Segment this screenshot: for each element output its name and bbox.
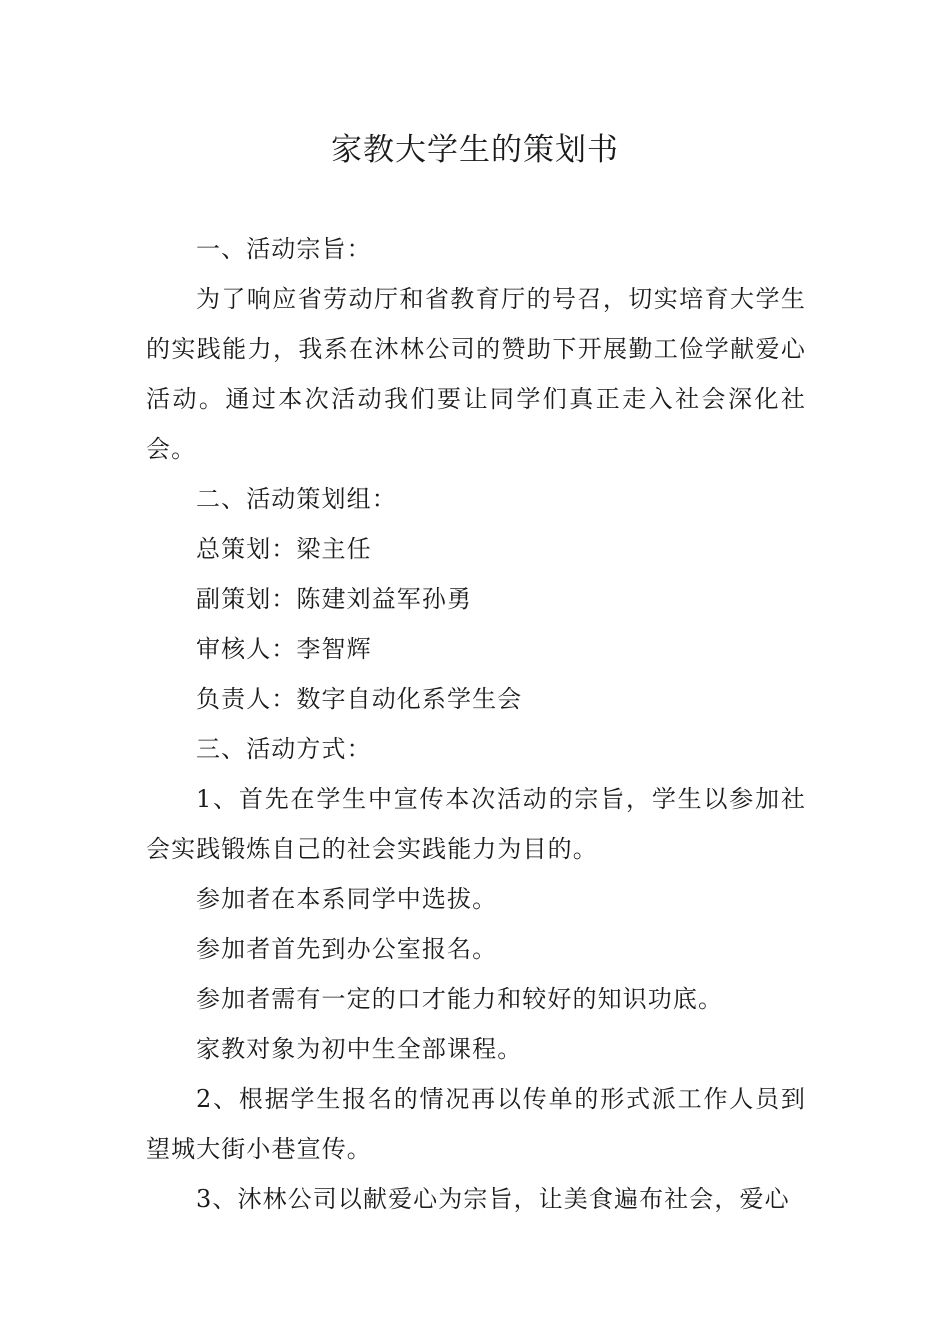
- paragraph-chief-planner: 总策划：梁主任: [196, 535, 372, 563]
- document-body: [146, 224, 806, 1224]
- paragraph-person-in-charge: 负责人：数字自动化系学生会: [196, 685, 523, 713]
- document-title: 家教大学生的策划书: [331, 132, 619, 168]
- paragraph-reviewer: 审核人：李智辉: [196, 635, 372, 663]
- paragraph-selection: 参加者在本系同学中选拔。: [196, 885, 498, 913]
- section-heading-method: 三、活动方式：: [196, 735, 372, 763]
- section-heading-planning-group: 二、活动策划组：: [196, 485, 397, 513]
- paragraph-requirements: 参加者需有一定的口才能力和较好的知识功底。: [196, 985, 724, 1013]
- paragraph-deputy-planners: 副策划：陈建刘益军孙勇: [196, 585, 473, 613]
- paragraph-purpose: 为了响应省劳动厅和省教育厅的号召，切实培育大学生的实践能力，我系在沐林公司的赞助下开展勤工俭学献爱心活动。通过本次活动我们要让同学们真正走入社会深化社会。: [146, 285, 806, 463]
- paragraph-registration: 参加者首先到办公室报名。: [196, 935, 498, 963]
- paragraph-method-3: 3、沐林公司以献爱心为宗旨，让美食遍布社会，爱心: [196, 1185, 790, 1213]
- paragraph-method-2: 2、根据学生报名的情况再以传单的形式派工作人员到望城大街小巷宣传。: [146, 1085, 806, 1163]
- paragraph-tutoring-target: 家教对象为初中生全部课程。: [196, 1035, 523, 1063]
- paragraph-method-1: 1、首先在学生中宣传本次活动的宗旨，学生以参加社会实践锻炼自己的社会实践能力为目的。: [146, 785, 806, 863]
- section-heading-purpose: 一、活动宗旨：: [196, 235, 372, 263]
